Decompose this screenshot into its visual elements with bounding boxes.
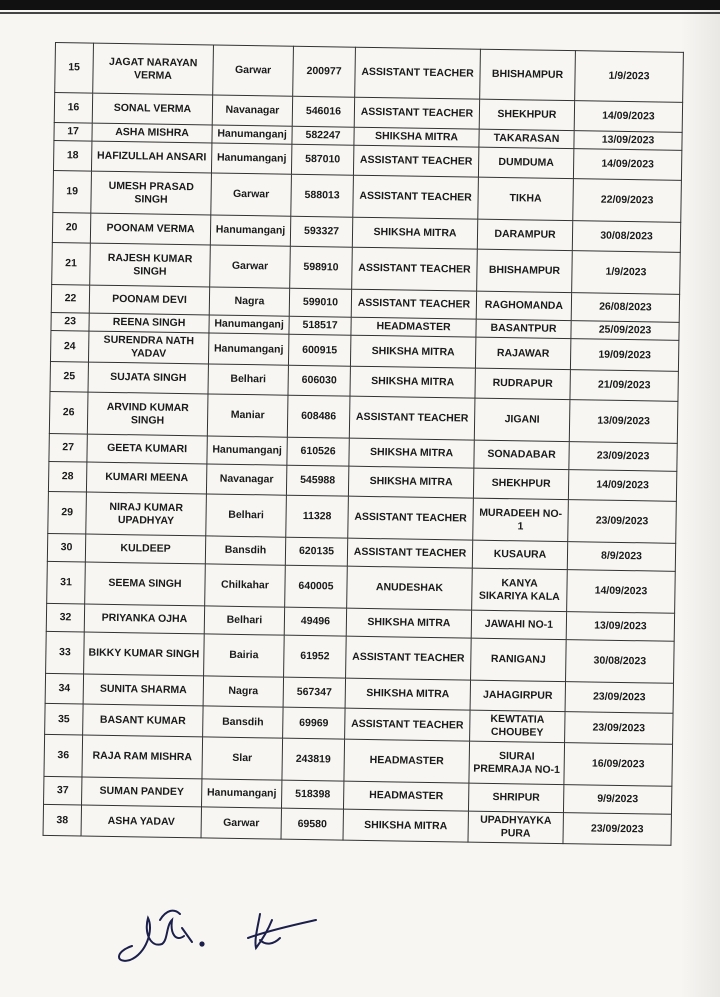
serial-number-cell: 30 — [47, 533, 85, 562]
school-cell: RAGHOMANDA — [476, 291, 571, 320]
joining-date-cell: 13/09/2023 — [569, 400, 678, 444]
joining-date-cell: 21/09/2023 — [570, 370, 678, 402]
name-cell: REENA SINGH — [89, 313, 209, 333]
school-cell: JAHAGIRPUR — [470, 680, 565, 711]
employee-id-cell: 61952 — [284, 635, 347, 678]
joining-date-cell: 30/08/2023 — [572, 221, 680, 253]
block-cell: Hanumanganj — [209, 315, 289, 334]
block-cell: Nagra — [203, 676, 283, 707]
name-cell: ASHA MISHRA — [92, 123, 212, 143]
school-cell: JIGANI — [474, 398, 570, 441]
employee-id-cell: 567347 — [283, 677, 345, 708]
serial-number-cell: 19 — [53, 170, 92, 213]
employee-id-cell: 598910 — [290, 246, 353, 289]
block-cell: Hanumanganj — [210, 215, 290, 246]
name-cell: JAGAT NARAYAN VERMA — [93, 43, 214, 95]
post-cell: SHIKSHA MITRA — [354, 127, 479, 147]
block-cell: Slar — [202, 737, 283, 780]
post-cell: ASSISTANT TEACHER — [347, 538, 472, 568]
employee-id-cell: 610526 — [287, 437, 349, 466]
school-cell: BASANTPUR — [476, 319, 571, 338]
post-cell: SHIKSHA MITRA — [343, 809, 468, 842]
employee-id-cell: 587010 — [291, 144, 353, 175]
post-cell: SHIKSHA MITRA — [348, 466, 473, 498]
school-cell: SHRIPUR — [468, 783, 563, 812]
school-cell: SONADABAR — [474, 440, 569, 469]
serial-number-cell: 33 — [46, 631, 85, 674]
name-cell: RAJESH KUMAR SINGH — [90, 243, 211, 287]
school-cell: DUMDUMA — [478, 147, 573, 178]
serial-number-cell: 22 — [51, 284, 89, 313]
serial-number-cell: 28 — [48, 461, 86, 492]
block-cell: Garwar — [213, 45, 294, 96]
post-cell: SHIKSHA MITRA — [352, 217, 477, 249]
block-cell: Bansdih — [203, 706, 283, 738]
employee-id-cell: 518517 — [289, 316, 351, 335]
post-cell: HEADMASTER — [351, 317, 476, 337]
school-cell: RAJAWAR — [475, 337, 570, 369]
post-cell: ASSISTANT TEACHER — [352, 247, 478, 291]
employee-id-cell: 600915 — [288, 334, 350, 366]
block-cell: Belhari — [208, 364, 288, 395]
post-cell: ASSISTANT TEACHER — [346, 636, 472, 680]
joining-date-cell: 14/09/2023 — [573, 149, 681, 181]
school-cell: KUSAURA — [472, 540, 567, 569]
block-cell: Belhari — [206, 494, 287, 537]
page-edge-shadow — [680, 0, 720, 997]
school-cell: JAWAHI NO-1 — [471, 610, 566, 639]
employee-id-cell: 599010 — [289, 288, 351, 317]
joining-date-cell: 23/09/2023 — [568, 500, 677, 544]
block-cell: Garwar — [211, 173, 292, 216]
school-cell: SHEKHPUR — [479, 99, 574, 130]
joining-date-cell: 8/9/2023 — [567, 542, 675, 572]
post-cell: ASSISTANT TEACHER — [353, 145, 478, 177]
serial-number-cell: 38 — [43, 804, 81, 836]
signature-2 — [248, 914, 316, 948]
block-cell: Hanumanganj — [212, 125, 292, 144]
post-cell: SHIKSHA MITRA — [349, 438, 474, 468]
joining-date-cell: 23/09/2023 — [565, 682, 673, 714]
serial-number-cell: 16 — [54, 93, 92, 124]
post-cell: SHIKSHA MITRA — [345, 678, 470, 710]
block-cell: Chilkahar — [205, 564, 286, 607]
name-cell: UMESH PRASAD SINGH — [91, 171, 212, 215]
joining-date-cell: 19/09/2023 — [570, 339, 678, 372]
block-cell: Hanumanganj — [208, 333, 288, 365]
joining-date-cell: 23/09/2023 — [569, 442, 677, 472]
employee-id-cell: 49496 — [284, 607, 346, 636]
name-cell: SUJATA SINGH — [88, 362, 208, 394]
school-cell: TAKARASAN — [479, 129, 574, 148]
joining-date-cell: 26/08/2023 — [571, 293, 679, 323]
scan-top-border-line — [0, 12, 720, 14]
post-cell: ASSISTANT TEACHER — [354, 97, 479, 129]
post-cell: SHIKSHA MITRA — [346, 608, 471, 638]
name-cell: KUMARI MEENA — [86, 462, 206, 494]
post-cell: HEADMASTER — [344, 739, 470, 783]
joining-date-cell: 1/9/2023 — [572, 251, 681, 295]
joining-date-cell: 14/09/2023 — [574, 101, 682, 133]
post-cell: ASSISTANT TEACHER — [345, 708, 470, 741]
joining-date-cell: 9/9/2023 — [563, 785, 671, 815]
joining-date-cell: 1/9/2023 — [575, 51, 684, 103]
employee-id-cell: 11328 — [286, 495, 349, 538]
name-cell: PRIYANKA OJHA — [84, 604, 204, 634]
joining-date-cell: 13/09/2023 — [574, 131, 682, 151]
joining-date-cell: 14/09/2023 — [567, 570, 676, 614]
post-cell: ANUDESHAK — [347, 566, 473, 610]
block-cell: Bansdih — [205, 536, 285, 565]
name-cell: KULDEEP — [85, 534, 205, 564]
post-cell: SHIKSHA MITRA — [350, 335, 475, 368]
employee-id-cell: 620135 — [285, 537, 347, 566]
block-cell: Nagra — [209, 287, 289, 316]
post-cell: ASSISTANT TEACHER — [355, 47, 481, 99]
school-cell: DARAMPUR — [477, 219, 572, 250]
employee-id-cell: 608486 — [287, 395, 350, 438]
block-cell: Navanagar — [206, 464, 286, 495]
staff-joining-table — [43, 42, 684, 846]
employee-id-cell: 606030 — [288, 365, 350, 396]
name-cell: SUMAN PANDEY — [82, 777, 202, 807]
block-cell: Belhari — [204, 606, 284, 635]
serial-number-cell: 37 — [44, 776, 82, 805]
school-cell: MURADEEH NO-1 — [473, 498, 569, 541]
employee-id-cell: 640005 — [285, 565, 348, 608]
block-cell: Maniar — [207, 394, 288, 437]
serial-number-cell: 34 — [45, 673, 83, 704]
name-cell: SONAL VERMA — [92, 93, 212, 125]
name-cell: BASANT KUMAR — [83, 704, 203, 737]
joining-date-cell: 30/08/2023 — [566, 640, 675, 684]
name-cell: ARVIND KUMAR SINGH — [87, 392, 208, 436]
school-cell: BHISHAMPUR — [477, 249, 573, 292]
post-cell: HEADMASTER — [343, 781, 468, 811]
post-cell: ASSISTANT TEACHER — [348, 496, 474, 540]
post-cell: SHIKSHA MITRA — [350, 366, 475, 398]
serial-number-cell: 29 — [48, 491, 87, 534]
post-cell: ASSISTANT TEACHER — [349, 396, 475, 440]
scan-top-border — [0, 0, 720, 10]
block-cell: Hanumanganj — [207, 436, 287, 465]
employee-id-cell: 593327 — [290, 216, 352, 247]
school-cell: RANIGANJ — [471, 638, 567, 681]
serial-number-cell: 21 — [52, 242, 91, 285]
name-cell: GEETA KUMARI — [87, 434, 207, 464]
name-cell: SEEMA SINGH — [85, 562, 206, 606]
employee-id-cell: 582247 — [292, 126, 354, 145]
school-cell: SIURAI PREMRAJA NO-1 — [469, 741, 565, 784]
name-cell: ASHA YADAV — [81, 805, 201, 838]
joining-date-cell: 16/09/2023 — [564, 743, 673, 787]
name-cell: RAJA RAM MISHRA — [82, 735, 203, 779]
joining-date-cell: 22/09/2023 — [573, 179, 682, 223]
name-cell: BIKKY KUMAR SINGH — [84, 632, 205, 676]
serial-number-cell: 20 — [52, 212, 90, 243]
serial-number-cell: 24 — [50, 330, 88, 362]
joining-date-cell: 25/09/2023 — [571, 321, 679, 341]
employee-id-cell: 546016 — [292, 96, 354, 127]
employee-id-cell: 588013 — [291, 174, 354, 217]
serial-number-cell: 17 — [54, 122, 92, 141]
serial-number-cell: 27 — [49, 433, 87, 462]
employee-id-cell: 243819 — [282, 738, 345, 781]
school-cell: BHISHAMPUR — [480, 49, 576, 100]
name-cell: POONAM VERMA — [90, 213, 210, 245]
school-cell: TIKHA — [478, 177, 574, 220]
block-cell: Bairia — [204, 634, 285, 677]
table-body — [43, 43, 683, 846]
serial-number-cell: 32 — [46, 603, 84, 632]
employee-id-cell: 200977 — [293, 46, 356, 97]
post-cell: ASSISTANT TEACHER — [353, 175, 479, 219]
serial-number-cell: 35 — [45, 703, 83, 735]
serial-number-cell: 31 — [47, 561, 86, 604]
serial-number-cell: 18 — [53, 140, 91, 171]
name-cell: POONAM DEVI — [89, 285, 209, 315]
school-cell: UPADHYAYKA PURA — [468, 811, 563, 843]
name-cell: NIRAJ KUMAR UPADHYAY — [86, 492, 207, 536]
post-cell: ASSISTANT TEACHER — [351, 289, 476, 319]
school-cell: RUDRAPUR — [475, 368, 570, 399]
block-cell: Hanumanganj — [211, 143, 291, 174]
joining-date-cell: 23/09/2023 — [565, 712, 673, 745]
employee-id-cell: 518398 — [281, 780, 343, 809]
employee-id-cell: 545988 — [286, 465, 348, 496]
school-cell: KANYA SIKARIYA KALA — [472, 568, 568, 611]
block-cell: Garwar — [201, 807, 281, 839]
employee-id-cell: 69580 — [281, 808, 343, 840]
block-cell: Garwar — [210, 245, 291, 288]
serial-number-cell: 26 — [49, 391, 88, 434]
employee-id-cell: 69969 — [283, 707, 345, 739]
name-cell: HAFIZULLAH ANSARI — [91, 141, 211, 173]
serial-number-cell: 15 — [55, 43, 94, 94]
joining-date-cell: 23/09/2023 — [563, 813, 671, 846]
name-cell: SUNITA SHARMA — [83, 674, 203, 706]
signatures — [110, 890, 330, 970]
name-cell: SURENDRA NATH YADAV — [88, 331, 208, 364]
serial-number-cell: 25 — [50, 361, 88, 392]
school-cell: SHEKHPUR — [473, 468, 568, 499]
block-cell: Hanumanganj — [202, 779, 282, 808]
serial-number-cell: 36 — [44, 734, 83, 777]
signature-1 — [119, 911, 204, 961]
school-cell: KEWTATIA CHOUBEY — [470, 710, 565, 742]
joining-date-cell: 13/09/2023 — [566, 612, 674, 642]
block-cell: Navanagar — [212, 95, 292, 126]
joining-date-cell: 14/09/2023 — [568, 470, 676, 502]
serial-number-cell: 23 — [51, 312, 89, 331]
